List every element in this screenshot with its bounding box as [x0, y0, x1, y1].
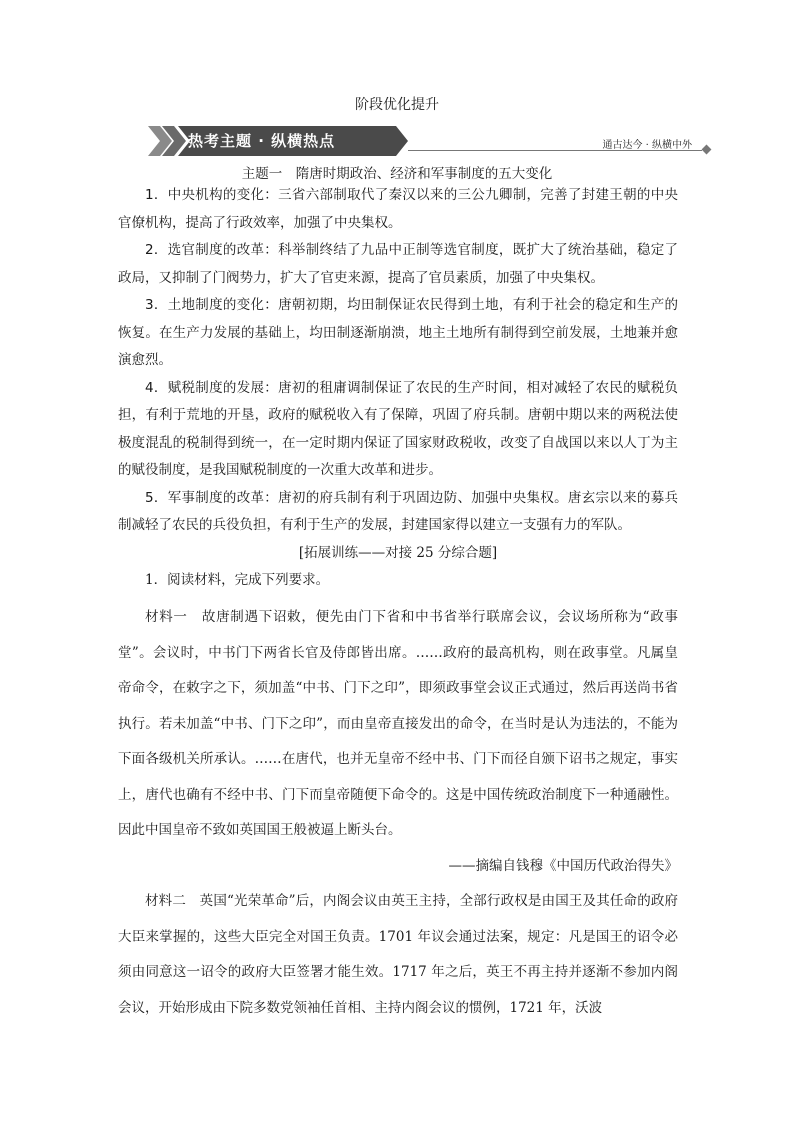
point-label: 4．赋税制度的发展： [145, 379, 279, 396]
point-text: 三省六部制取代了秦汉以来的三公九卿制，完善了封建王朝的中央官僚机构，提高了行政效率，加强了中央集权。 [118, 187, 678, 231]
point-text: 唐初的租庸调制保证了农民的生产时间，相对减轻了农民的赋税负担，有利于荒地的开垦，政府的赋税收入有了保障，巩固了府兵制。唐朝中期以来的两税法使极度混乱的税制得到统一，在一定时期内保证了国家财政税收，改变了自战国以来以人丁为主的赋役制度，是我国赋税制度的一次重大改革和进步。 [118, 379, 678, 478]
material-label: 材料一 [145, 609, 188, 625]
point-5 [118, 485, 678, 540]
point-2 [118, 237, 678, 292]
point-label: 5．军事制度的改革： [145, 489, 279, 506]
point-4 [118, 375, 678, 485]
summary-points [118, 182, 678, 595]
section-banner [148, 126, 710, 156]
material-text: 英国“光荣革命”后，内阁会议由英王主持，全部行政权是由国王及其任命的政府大臣来掌握的，这些大臣完全对国王负责。1701 年议会通过法案，规定：凡是国王的诏令必须由同意这一诏令的政府大臣签署才能生效。1717 年之后，英王不再主持并逐渐不参加内阁会议，开始形成由下院多数党领袖任首相、主持内阁会议的惯例，1721 年，沃波 [118, 893, 679, 1016]
material-text: 故唐制遇下诏敕，便先由门下省和中书省举行联席会议，会议场所称为“政事堂”。会议时，中书门下两省长官及侍郎皆出席。……政府的最高机构，则在政事堂。凡属皇帝命令，在敕字之下，须加盖“中书、门下之印”，即须政事堂会议正式通过，然后再送尚书省执行。若未加盖“中书、门下之印”，而由皇帝直接发出的命令，在当时是认为违法的，不能为下面各级机关所承认。……在唐代，也并无皇帝不经中书、门下而径自颁下诏书之规定，事实上，唐代也确有不经中书、门下而皇帝随便下命令的。这是中国传统政治制度下一种通融性。因此中国皇帝不致如英国国王般被逼上断头台。 [118, 609, 678, 838]
theme-title: 主题一 隋唐时期政治、经济和军事制度的五大变化 [241, 166, 553, 182]
material-1 [118, 600, 678, 849]
banner-title: 热考主题 · 纵横热点 [188, 132, 336, 150]
point-text: 唐初的府兵制有利于巩固边防、加强中央集权。唐玄宗以来的募兵制减轻了农民的兵役负担，有利于生产的发展，封建国家得以建立一支强有力的军队。 [118, 489, 678, 533]
point-text: 唐朝初期，均田制保证农民得到土地，有利于社会的稳定和生产的恢复。在生产力发展的基础上，均田制逐渐崩溃，地主土地所有制得到空前发展，土地兼并愈演愈烈。 [118, 297, 678, 368]
materials [118, 600, 678, 1026]
question-intro: 1．阅读材料，完成下列要求。 [145, 572, 330, 588]
material-1-source: ——摘编自钱穆《中国历代政治得失》 [448, 857, 678, 874]
material-label: 材料二 [145, 893, 186, 909]
extension-title: [拓展训练——对接 25 分综合题] [298, 544, 498, 561]
point-label: 2．选官制度的改革： [145, 242, 279, 258]
page-title: 阶段优化提升 [355, 97, 439, 113]
point-3 [118, 292, 678, 375]
point-label: 3．土地制度的变化： [145, 297, 279, 313]
diamond-icon [702, 145, 712, 155]
point-label: 1．中央机构的变化： [145, 187, 279, 203]
point-text: 科举制终结了九品中正制等选官制度，既扩大了统治基础，稳定了政局，又抑制了门阀势力，扩大了官吏来源，提高了官员素质，加强了中央集权。 [118, 242, 678, 286]
banner-subtitle: 通古达今 · 纵横中外 [602, 140, 692, 151]
material-2 [118, 884, 678, 1026]
point-1 [118, 182, 678, 237]
